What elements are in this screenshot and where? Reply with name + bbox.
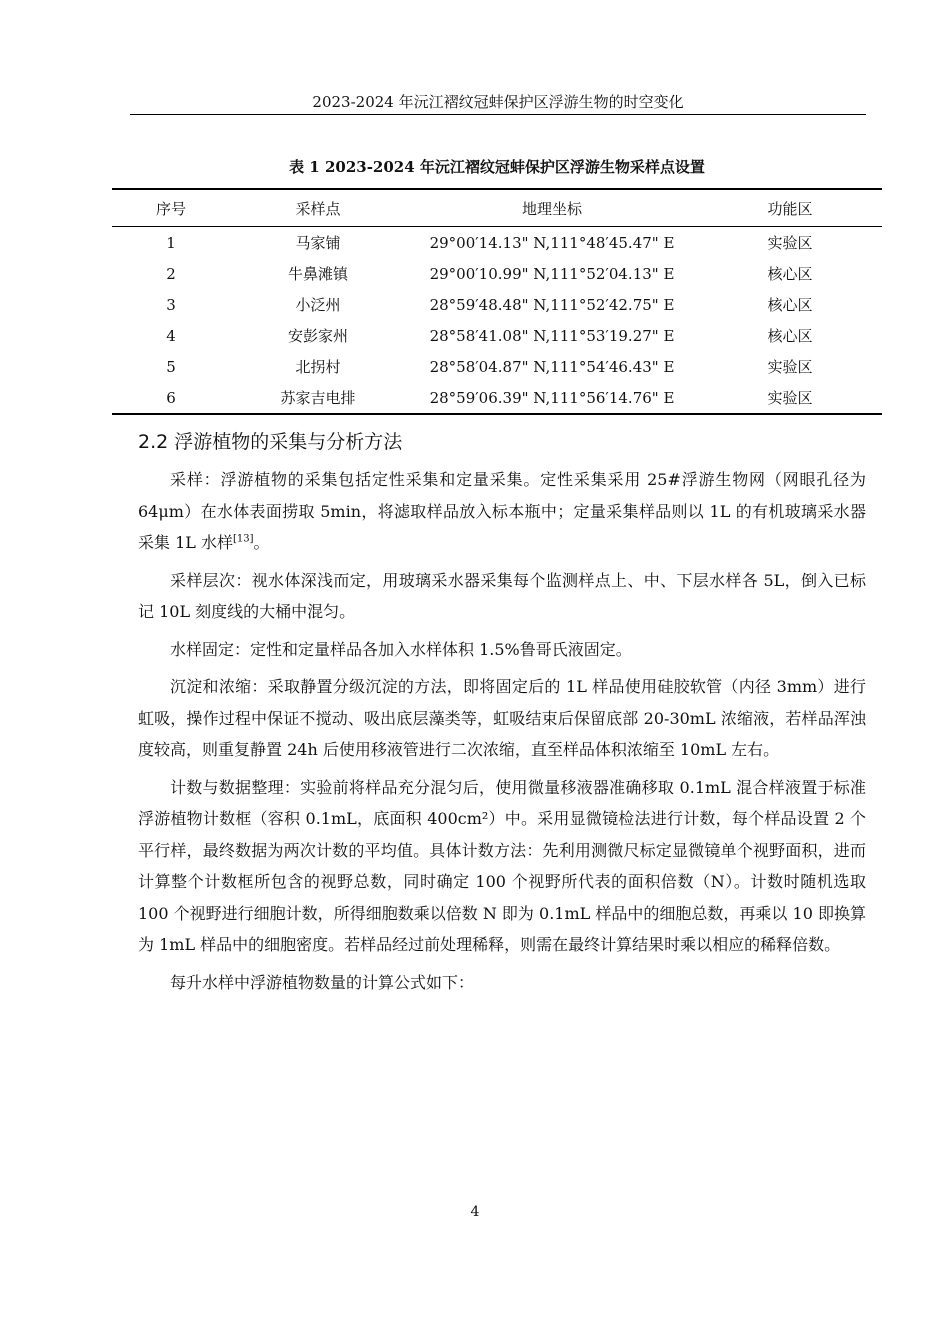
section-body — [138, 464, 866, 1004]
table-row — [112, 320, 882, 351]
cell-seq: 4 — [166, 326, 176, 345]
table-caption: 表 1 2023-2024 年沅江褶纹冠蚌保护区浮游生物采样点设置 — [289, 158, 705, 176]
page-number: 4 — [470, 1204, 480, 1220]
cell-site: 北拐村 — [295, 358, 341, 376]
cell-seq: 3 — [166, 295, 176, 314]
cell-zone: 实验区 — [767, 389, 813, 407]
table-row — [112, 258, 882, 289]
cell-site: 小泛州 — [295, 296, 341, 314]
cell-seq: 6 — [166, 388, 176, 407]
paragraph-sampling — [138, 464, 866, 559]
column-header-seq: 序号 — [155, 199, 186, 218]
cell-site: 马家铺 — [295, 234, 341, 252]
table-row — [112, 351, 882, 382]
table-header-row — [112, 189, 882, 227]
cell-coord: 28°58′41.08" N,111°53′19.27" E — [429, 326, 675, 345]
cell-site: 安彭家州 — [287, 327, 348, 345]
cell-zone: 实验区 — [767, 358, 813, 376]
table-row — [112, 382, 882, 414]
cell-site: 苏家吉电排 — [280, 389, 356, 407]
cell-seq: 5 — [166, 357, 176, 376]
paragraph-fixation: 水样固定：定性和定量样品各加入水样体积 1.5%鲁哥氏液固定。 — [170, 639, 632, 659]
paragraph-concentration: 沉淀和浓缩：采取静置分级沉淀的方法，即将固定后的 1L 样品使用硅胶软管（内径 3mm）进行虹吸，操作过程中保证不搅动、吸出底层藻类等，虹吸结束后保留底部 20-30mL 浓缩液，若样品浑浊度较高，则重复静置 24h 后使用移液管进行二次浓缩，直至样品体积浓缩至 10mL 左右。 — [138, 677, 866, 759]
column-header-zone: 功能区 — [767, 199, 813, 218]
cell-zone: 实验区 — [767, 234, 813, 252]
cell-zone: 核心区 — [767, 265, 813, 283]
cell-seq: 1 — [166, 233, 176, 252]
cell-coord: 28°59′06.39" N,111°56′14.76" E — [429, 388, 675, 407]
cell-coord: 29°00′10.99" N,111°52′04.13" E — [429, 264, 675, 283]
table-row — [112, 227, 882, 259]
paragraph-formula-intro: 每升水样中浮游植物数量的计算公式如下： — [170, 972, 475, 992]
cell-coord: 29°00′14.13" N,111°48′45.47" E — [429, 233, 675, 252]
column-header-site: 采样点 — [295, 199, 341, 218]
cell-zone: 核心区 — [767, 296, 813, 314]
column-header-coord: 地理坐标 — [521, 199, 582, 218]
paragraph-counting: 计数与数据整理：实验前将样品充分混匀后，使用微量移液器准确移取 0.1mL 混合样液置于标准浮游植物计数框（容积 0.1mL，底面积 400cm²）中。采用显微镜检法进行计数，每个样品设置 2 个平行样，最终数据为两次计数的平均值。具体计数方法：先利用测微尺标定显微镜单个视野面积，进而计算整个计数框所包含的视野总数，同时确定 100 个视野所代表的面积倍数（N）。计数时随机选取 100 个视野进行细胞计数，所得细胞数乘以倍数 N 即为 0.1mL 样品中的细胞总数，再乘以 10 即换算为 1mL 样品中的细胞密度。若样品经过前处理稀释，则需在最终计算结果时乘以相应的稀释倍数。 — [138, 777, 866, 954]
cell-seq: 2 — [166, 264, 176, 283]
sampling-sites-table — [112, 188, 882, 415]
running-header: 2023-2024 年沅江褶纹冠蚌保护区浮游生物的时空变化 — [130, 92, 866, 115]
cell-coord: 28°59′48.48" N,111°52′42.75" E — [429, 295, 675, 314]
paragraph-sampling-layers: 采样层次：视水体深浅而定，用玻璃采水器采集每个监测样点上、中、下层水样各 5L，倒入已标记 10L 刻度线的大桶中混匀。 — [138, 570, 866, 621]
table-row — [112, 289, 882, 320]
section-heading: 2.2 浮游植物的采集与分析方法 — [138, 431, 403, 453]
paragraph-sampling-end: 。 — [253, 533, 270, 552]
citation-ref: [13] — [232, 533, 254, 545]
cell-coord: 28°58′04.87" N,111°54′46.43" E — [429, 357, 675, 376]
cell-site: 牛鼻滩镇 — [287, 265, 348, 283]
paragraph-sampling-text: 采样：浮游植物的采集包括定性采集和定量采集。定性采集采用 25#浮游生物网（网眼孔径为 64μm）在水体表面捞取 5min，将滤取样品放入标本瓶中；定量采集样品则以 1L 的有机玻璃采水器采集 1L 水样 — [138, 470, 866, 552]
cell-zone: 核心区 — [767, 327, 813, 345]
